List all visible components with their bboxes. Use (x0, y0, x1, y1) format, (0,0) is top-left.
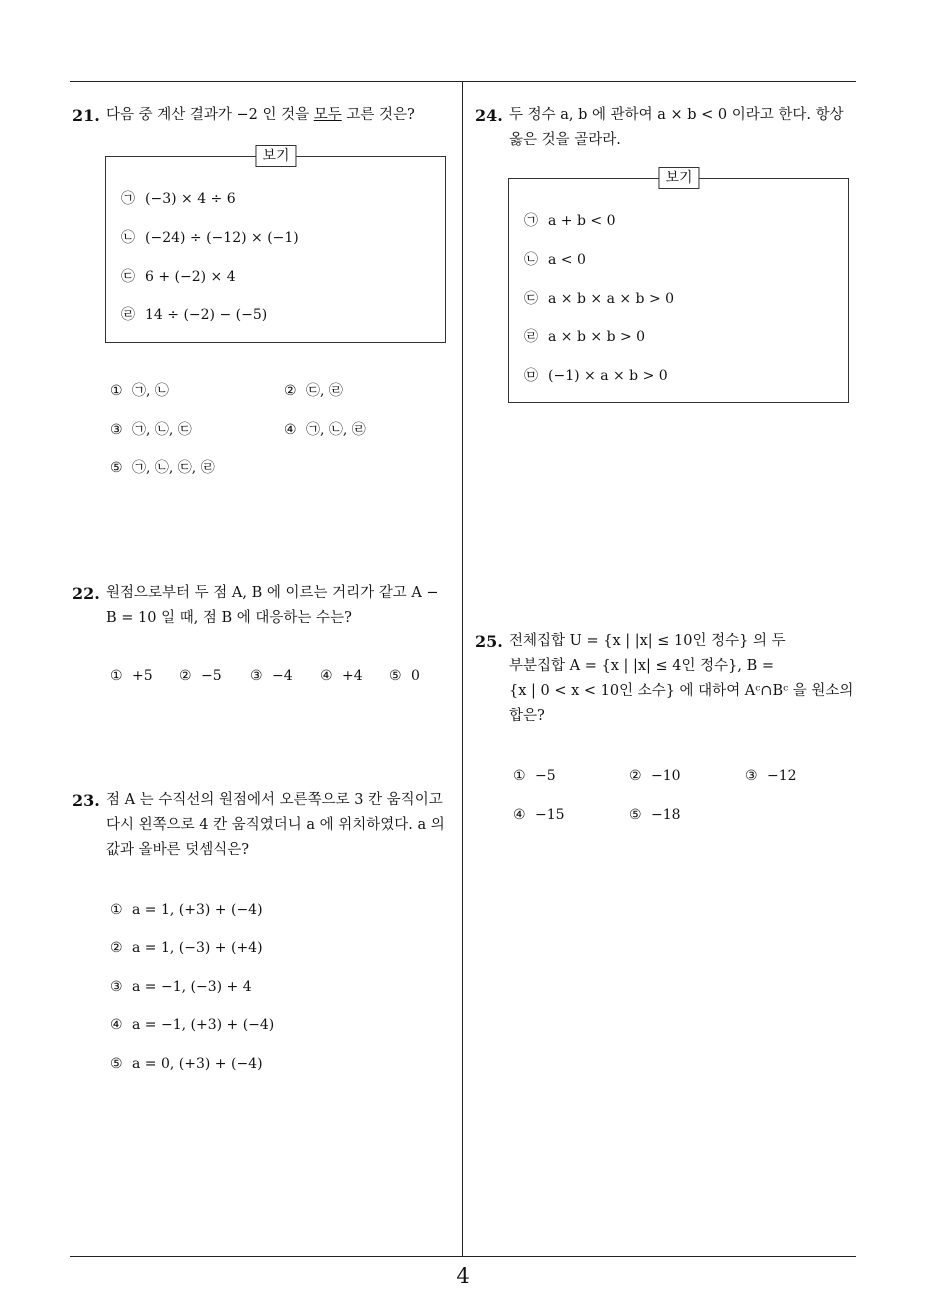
bogi-item-text: (−24) ÷ (−12) × (−1) (145, 230, 299, 246)
answer-choice-3[interactable] (110, 977, 252, 997)
choice-text: −15 (535, 807, 565, 823)
question-23 (72, 788, 457, 1078)
question-text-line: 다시 왼쪽으로 4 칸 움직였더니 a 에 위치하였다. a 의 (106, 817, 445, 833)
answer-choice-5[interactable] (110, 1054, 263, 1074)
question-21 (72, 103, 457, 483)
answer-choice-4[interactable] (513, 805, 565, 825)
bogi-title: 보기 (255, 145, 296, 167)
question-22 (72, 581, 457, 691)
question-text-emphasis: 모두 (313, 107, 342, 123)
choice-text: 0 (411, 668, 420, 684)
bogi-item-mark: ㉣ (524, 329, 538, 345)
question-number: 21. (72, 106, 100, 125)
page-number: 4 (456, 1264, 470, 1288)
choice-mark: ③ (110, 422, 123, 438)
answer-choice-2[interactable] (284, 381, 343, 401)
choice-text: a = 1, (−3) + (+4) (132, 940, 263, 956)
choice-mark: ③ (250, 668, 263, 684)
answer-choice-3[interactable] (745, 766, 797, 786)
question-number: 23. (72, 791, 100, 810)
question-text-line: 합은? (509, 708, 545, 724)
question-text (106, 103, 415, 128)
bogi-item (121, 305, 267, 325)
bogi-item-mark: ㉠ (121, 191, 135, 207)
choice-text: +4 (342, 668, 363, 684)
choice-mark: ④ (513, 807, 526, 823)
question-24 (475, 103, 860, 403)
bogi-item-mark: ㉢ (121, 269, 135, 285)
bogi-item (524, 327, 645, 347)
choice-text: −10 (651, 768, 681, 784)
bogi-item-mark: ㉡ (121, 230, 135, 246)
question-text-line: 옳은 것을 골라라. (509, 132, 621, 148)
choice-text: −5 (201, 668, 222, 684)
answer-choice-4[interactable] (284, 420, 366, 440)
choice-mark: ④ (320, 668, 333, 684)
answer-choice-3[interactable] (110, 420, 192, 440)
question-text-line: 원점으로부터 두 점 A, B 에 이르는 거리가 같고 A − (106, 585, 439, 601)
choice-mark: ⑤ (389, 668, 402, 684)
question-text-line: {x | 0 < x < 10인 소수} 에 대하여 Aᶜ∩Bᶜ 을 원소의 (509, 683, 854, 699)
choice-text: −5 (535, 768, 556, 784)
bogi-item (524, 250, 586, 270)
answer-choice-4[interactable] (320, 666, 363, 686)
answer-choice-5[interactable] (629, 805, 681, 825)
question-25 (475, 629, 860, 839)
question-text-line: 값과 올바른 덧셈식은? (106, 842, 250, 858)
choice-text: a = 0, (+3) + (−4) (132, 1056, 263, 1072)
answer-choice-3[interactable] (250, 666, 293, 686)
question-text (106, 788, 445, 863)
bogi-item-mark: ㉡ (524, 252, 538, 268)
bogi-item-mark: ㉣ (121, 307, 135, 323)
question-number: 24. (475, 106, 503, 125)
bogi-item (121, 228, 299, 248)
bogi-item (524, 211, 615, 231)
question-text-line: 점 A 는 수직선의 원점에서 오른쪽으로 3 칸 움직이고 (106, 792, 443, 808)
bogi-item-text: (−3) × 4 ÷ 6 (145, 191, 236, 207)
choice-mark: ④ (110, 1017, 123, 1033)
question-number: 22. (72, 584, 100, 603)
choice-mark: ④ (284, 422, 297, 438)
choice-text: a = 1, (+3) + (−4) (132, 902, 263, 918)
choice-mark: ② (179, 668, 192, 684)
bogi-item (524, 289, 674, 309)
question-text (509, 103, 844, 153)
choice-text: ㉠, ㉡ (132, 383, 169, 399)
question-text (106, 581, 439, 631)
answer-choice-1[interactable] (513, 766, 556, 786)
answer-choice-4[interactable] (110, 1015, 274, 1035)
question-text-part: 고른 것은? (341, 107, 415, 123)
bogi-item-text: 14 ÷ (−2) − (−5) (145, 307, 268, 323)
choice-text: +5 (132, 668, 153, 684)
question-text-line: 두 정수 a, b 에 관하여 a × b < 0 이라고 한다. 항상 (509, 107, 844, 123)
choice-mark: ② (629, 768, 642, 784)
choice-mark: ① (110, 668, 123, 684)
choice-text: a = −1, (−3) + 4 (132, 979, 252, 995)
bogi-item (524, 366, 668, 386)
bogi-title: 보기 (658, 167, 699, 189)
answer-choice-2[interactable] (629, 766, 681, 786)
choice-mark: ③ (745, 768, 758, 784)
choice-mark: ⑤ (110, 460, 123, 476)
bogi-item-text: a × b × b > 0 (548, 329, 646, 345)
question-text-line: B = 10 일 때, 점 B 에 대응하는 수는? (106, 610, 352, 626)
choice-mark: ⑤ (629, 807, 642, 823)
answer-choice-1[interactable] (110, 381, 169, 401)
answer-choice-5[interactable] (110, 458, 215, 478)
bogi-box (508, 170, 849, 403)
bogi-item-text: a + b < 0 (548, 213, 616, 229)
choice-mark: ⑤ (110, 1056, 123, 1072)
choice-mark: ② (110, 940, 123, 956)
choice-mark: ① (110, 383, 123, 399)
choice-mark: ② (284, 383, 297, 399)
answer-choice-2[interactable] (179, 666, 222, 686)
bogi-item-text: a × b × a × b > 0 (548, 291, 675, 307)
bogi-item-text: 6 + (−2) × 4 (145, 269, 236, 285)
choice-text: ㉢, ㉣ (306, 383, 343, 399)
answer-choice-2[interactable] (110, 938, 263, 958)
choice-text: −18 (651, 807, 681, 823)
choice-text: ㉠, ㉡, ㉢ (132, 422, 192, 438)
answer-choice-5[interactable] (389, 666, 420, 686)
choice-text: ㉠, ㉡, ㉢, ㉣ (132, 460, 215, 476)
choice-mark: ③ (110, 979, 123, 995)
bogi-item-mark: ㉠ (524, 213, 538, 229)
bogi-item-text: (−1) × a × b > 0 (548, 368, 668, 384)
top-rule (70, 81, 856, 82)
choice-mark: ① (513, 768, 526, 784)
bogi-item-text: a < 0 (548, 252, 586, 268)
bogi-item-mark: ㉤ (524, 368, 538, 384)
column-divider (462, 82, 463, 1256)
bogi-box (105, 148, 446, 343)
choice-mark: ① (110, 902, 123, 918)
answer-choice-1[interactable] (110, 666, 153, 686)
bogi-item (121, 267, 236, 287)
question-text (509, 629, 853, 729)
question-number: 25. (475, 632, 503, 651)
answer-choice-1[interactable] (110, 900, 263, 920)
choice-text: a = −1, (+3) + (−4) (132, 1017, 275, 1033)
bogi-item (121, 189, 236, 209)
question-text-line: 부분집합 A = {x | |x| ≤ 4인 정수}, B = (509, 658, 775, 674)
choice-text: ㉠, ㉡, ㉣ (306, 422, 366, 438)
question-text-line: 전체집합 U = {x | |x| ≤ 10인 정수} 의 두 (509, 633, 786, 649)
choice-text: −4 (272, 668, 293, 684)
choice-text: −12 (767, 768, 797, 784)
question-text-part: 다음 중 계산 결과가 −2 인 것을 (106, 107, 314, 123)
bogi-item-mark: ㉢ (524, 291, 538, 307)
bottom-rule (70, 1256, 856, 1257)
